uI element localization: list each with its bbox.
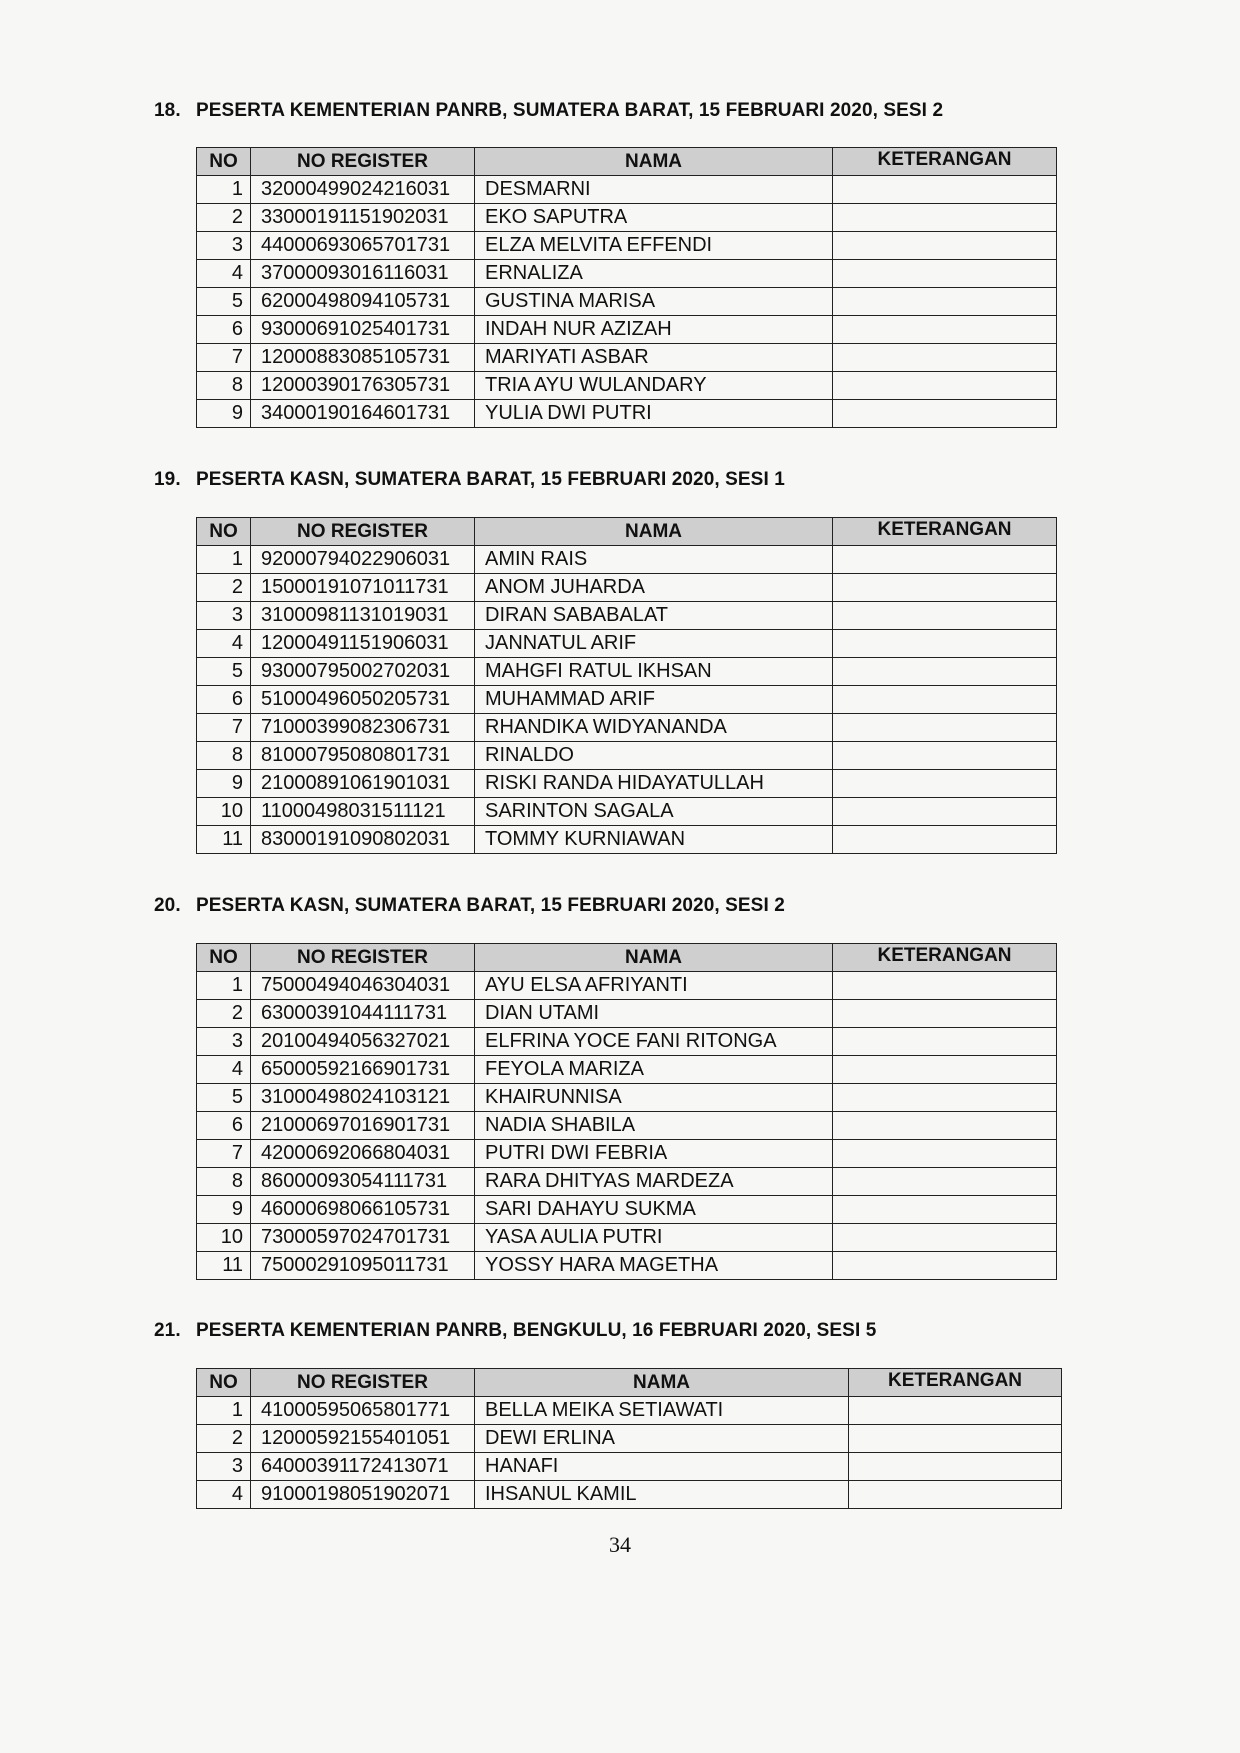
row-number: 11 xyxy=(197,826,251,854)
table-row xyxy=(197,798,1057,826)
remarks xyxy=(849,1481,1062,1509)
header-no: NO xyxy=(197,148,251,176)
row-number: 1 xyxy=(197,546,251,574)
participant-name: ANOM JUHARDA xyxy=(475,574,833,602)
section-number: 19. xyxy=(154,469,181,490)
row-number: 2 xyxy=(197,204,251,232)
participant-name: MAHGFI RATUL IKHSAN xyxy=(475,658,833,686)
header-keterangan: KETERANGAN xyxy=(833,944,1057,972)
register-number: 12000592155401051 xyxy=(251,1425,475,1453)
table-row xyxy=(197,1000,1057,1028)
remarks xyxy=(833,798,1057,826)
table-row xyxy=(197,1397,1062,1425)
remarks xyxy=(833,176,1057,204)
row-number: 1 xyxy=(197,972,251,1000)
register-number: 41000595065801771 xyxy=(251,1397,475,1425)
participant-name: EKO SAPUTRA xyxy=(475,204,833,232)
participant-name: AYU ELSA AFRIYANTI xyxy=(475,972,833,1000)
table-row xyxy=(197,400,1057,428)
remarks xyxy=(833,260,1057,288)
row-number: 7 xyxy=(197,344,251,372)
header-no-register: NO REGISTER xyxy=(251,1369,475,1397)
header-nama: NAMA xyxy=(475,944,833,972)
register-number: 34000190164601731 xyxy=(251,400,475,428)
register-number: 75000291095011731 xyxy=(251,1252,475,1280)
table-row xyxy=(197,176,1057,204)
participant-name: ERNALIZA xyxy=(475,260,833,288)
header-no: NO xyxy=(197,1369,251,1397)
participant-name: SARI DAHAYU SUKMA xyxy=(475,1196,833,1224)
participant-name: TRIA AYU WULANDARY xyxy=(475,372,833,400)
table-row xyxy=(197,686,1057,714)
participant-name: DEWI ERLINA xyxy=(475,1425,849,1453)
participant-name: HANAFI xyxy=(475,1453,849,1481)
header-no-register: NO REGISTER xyxy=(251,518,475,546)
header-nama: NAMA xyxy=(475,148,833,176)
remarks xyxy=(833,1168,1057,1196)
participant-name: ELZA MELVITA EFFENDI xyxy=(475,232,833,260)
row-number: 10 xyxy=(197,1224,251,1252)
register-number: 12000390176305731 xyxy=(251,372,475,400)
header-no-register: NO REGISTER xyxy=(251,148,475,176)
participant-name: RHANDIKA WIDYANANDA xyxy=(475,714,833,742)
register-number: 73000597024701731 xyxy=(251,1224,475,1252)
register-number: 33000191151902031 xyxy=(251,204,475,232)
section-title-text: PESERTA KEMENTERIAN PANRB, BENGKULU, 16 FEBRUARI 2020, SESI 5 xyxy=(196,1320,877,1341)
table-row xyxy=(197,1056,1057,1084)
row-number: 7 xyxy=(197,1140,251,1168)
row-number: 11 xyxy=(197,1252,251,1280)
table-row xyxy=(197,372,1057,400)
remarks xyxy=(833,630,1057,658)
table-row xyxy=(197,1112,1057,1140)
participant-name: ELFRINA YOCE FANI RITONGA xyxy=(475,1028,833,1056)
table-row xyxy=(197,260,1057,288)
table-row xyxy=(197,602,1057,630)
remarks xyxy=(833,826,1057,854)
participant-name: DESMARNI xyxy=(475,176,833,204)
remarks xyxy=(833,686,1057,714)
table-row xyxy=(197,1425,1062,1453)
row-number: 4 xyxy=(197,1481,251,1509)
row-number: 9 xyxy=(197,400,251,428)
row-number: 8 xyxy=(197,742,251,770)
participant-name: BELLA MEIKA SETIAWATI xyxy=(475,1397,849,1425)
register-number: 93000691025401731 xyxy=(251,316,475,344)
remarks xyxy=(833,400,1057,428)
register-number: 83000191090802031 xyxy=(251,826,475,854)
register-number: 31000981131019031 xyxy=(251,602,475,630)
row-number: 7 xyxy=(197,714,251,742)
participant-name: RARA DHITYAS MARDEZA xyxy=(475,1168,833,1196)
register-number: 65000592166901731 xyxy=(251,1056,475,1084)
remarks xyxy=(833,1112,1057,1140)
table-row xyxy=(197,1196,1057,1224)
row-number: 6 xyxy=(197,316,251,344)
remarks xyxy=(833,602,1057,630)
remarks xyxy=(833,1140,1057,1168)
remarks xyxy=(833,1028,1057,1056)
participant-name: AMIN RAIS xyxy=(475,546,833,574)
row-number: 5 xyxy=(197,658,251,686)
remarks xyxy=(833,1056,1057,1084)
section-title xyxy=(154,1320,876,1342)
row-number: 6 xyxy=(197,1112,251,1140)
participant-name: TOMMY KURNIAWAN xyxy=(475,826,833,854)
remarks xyxy=(833,972,1057,1000)
table-row xyxy=(197,1453,1062,1481)
participant-name: MUHAMMAD ARIF xyxy=(475,686,833,714)
remarks xyxy=(833,1252,1057,1280)
table-header-row xyxy=(197,1369,1062,1397)
register-number: 15000191071011731 xyxy=(251,574,475,602)
register-number: 71000399082306731 xyxy=(251,714,475,742)
participant-table xyxy=(196,517,1057,854)
table-row xyxy=(197,316,1057,344)
table-row xyxy=(197,1252,1057,1280)
header-keterangan: KETERANGAN xyxy=(833,148,1057,176)
remarks xyxy=(833,316,1057,344)
remarks xyxy=(833,372,1057,400)
section-number: 18. xyxy=(154,100,181,121)
participant-name: JANNATUL ARIF xyxy=(475,630,833,658)
row-number: 5 xyxy=(197,288,251,316)
table-row xyxy=(197,1224,1057,1252)
participant-table xyxy=(196,943,1057,1280)
register-number: 86000093054111731 xyxy=(251,1168,475,1196)
page-number: 34 xyxy=(609,1532,631,1557)
section-title-text: PESERTA KEMENTERIAN PANRB, SUMATERA BARAT, 15 FEBRUARI 2020, SESI 2 xyxy=(196,100,944,121)
remarks xyxy=(833,574,1057,602)
header-keterangan: KETERANGAN xyxy=(849,1369,1062,1397)
register-number: 91000198051902071 xyxy=(251,1481,475,1509)
table-row xyxy=(197,770,1057,798)
row-number: 2 xyxy=(197,1425,251,1453)
register-number: 92000794022906031 xyxy=(251,546,475,574)
register-number: 12000883085105731 xyxy=(251,344,475,372)
table-header-row xyxy=(197,944,1057,972)
register-number: 75000494046304031 xyxy=(251,972,475,1000)
section-title xyxy=(154,895,785,917)
register-number: 32000499024216031 xyxy=(251,176,475,204)
table-row xyxy=(197,204,1057,232)
register-number: 44000693065701731 xyxy=(251,232,475,260)
row-number: 3 xyxy=(197,232,251,260)
participant-name: MARIYATI ASBAR xyxy=(475,344,833,372)
participant-name: PUTRI DWI FEBRIA xyxy=(475,1140,833,1168)
participant-name: RINALDO xyxy=(475,742,833,770)
header-no: NO xyxy=(197,518,251,546)
remarks xyxy=(833,1224,1057,1252)
register-number: 37000093016116031 xyxy=(251,260,475,288)
participant-name: YULIA DWI PUTRI xyxy=(475,400,833,428)
register-number: 51000496050205731 xyxy=(251,686,475,714)
remarks xyxy=(849,1453,1062,1481)
register-number: 63000391044111731 xyxy=(251,1000,475,1028)
participant-table xyxy=(196,147,1057,428)
table-row xyxy=(197,1140,1057,1168)
section-number: 20. xyxy=(154,895,181,916)
remarks xyxy=(833,546,1057,574)
participant-table xyxy=(196,1368,1062,1509)
remarks xyxy=(833,714,1057,742)
row-number: 2 xyxy=(197,574,251,602)
register-number: 93000795002702031 xyxy=(251,658,475,686)
participant-name: FEYOLA MARIZA xyxy=(475,1056,833,1084)
section-title-text: PESERTA KASN, SUMATERA BARAT, 15 FEBRUARI 2020, SESI 1 xyxy=(196,469,785,490)
participant-name: DIRAN SABABALAT xyxy=(475,602,833,630)
table-row xyxy=(197,658,1057,686)
section-title xyxy=(154,469,785,491)
header-no: NO xyxy=(197,944,251,972)
row-number: 10 xyxy=(197,798,251,826)
remarks xyxy=(833,204,1057,232)
table-row xyxy=(197,630,1057,658)
remarks xyxy=(849,1397,1062,1425)
row-number: 4 xyxy=(197,1056,251,1084)
remarks xyxy=(833,1000,1057,1028)
table-row xyxy=(197,546,1057,574)
header-nama: NAMA xyxy=(475,1369,849,1397)
register-number: 21000891061901031 xyxy=(251,770,475,798)
row-number: 1 xyxy=(197,1397,251,1425)
table-row xyxy=(197,714,1057,742)
table-header-row xyxy=(197,518,1057,546)
register-number: 12000491151906031 xyxy=(251,630,475,658)
remarks xyxy=(833,742,1057,770)
table-row xyxy=(197,1481,1062,1509)
participant-name: SARINTON SAGALA xyxy=(475,798,833,826)
row-number: 3 xyxy=(197,602,251,630)
table-row xyxy=(197,288,1057,316)
register-number: 62000498094105731 xyxy=(251,288,475,316)
remarks xyxy=(833,232,1057,260)
participant-name: YOSSY HARA MAGETHA xyxy=(475,1252,833,1280)
register-number: 46000698066105731 xyxy=(251,1196,475,1224)
table-row xyxy=(197,1168,1057,1196)
register-number: 31000498024103121 xyxy=(251,1084,475,1112)
header-no-register: NO REGISTER xyxy=(251,944,475,972)
remarks xyxy=(833,770,1057,798)
participant-name: INDAH NUR AZIZAH xyxy=(475,316,833,344)
section-title-text: PESERTA KASN, SUMATERA BARAT, 15 FEBRUARI 2020, SESI 2 xyxy=(196,895,785,916)
table-row xyxy=(197,344,1057,372)
section-title xyxy=(154,100,943,122)
row-number: 6 xyxy=(197,686,251,714)
row-number: 2 xyxy=(197,1000,251,1028)
participant-name: DIAN UTAMI xyxy=(475,1000,833,1028)
row-number: 3 xyxy=(197,1028,251,1056)
register-number: 64000391172413071 xyxy=(251,1453,475,1481)
register-number: 42000692066804031 xyxy=(251,1140,475,1168)
participant-name: KHAIRUNNISA xyxy=(475,1084,833,1112)
table-row xyxy=(197,574,1057,602)
remarks xyxy=(833,288,1057,316)
row-number: 4 xyxy=(197,260,251,288)
register-number: 20100494056327021 xyxy=(251,1028,475,1056)
remarks xyxy=(849,1425,1062,1453)
participant-name: NADIA SHABILA xyxy=(475,1112,833,1140)
table-row xyxy=(197,972,1057,1000)
header-keterangan: KETERANGAN xyxy=(833,518,1057,546)
table-row xyxy=(197,232,1057,260)
remarks xyxy=(833,344,1057,372)
table-header-row xyxy=(197,148,1057,176)
row-number: 9 xyxy=(197,1196,251,1224)
register-number: 11000498031511121 xyxy=(251,798,475,826)
section-number: 21. xyxy=(154,1320,181,1341)
row-number: 1 xyxy=(197,176,251,204)
row-number: 4 xyxy=(197,630,251,658)
table-row xyxy=(197,1028,1057,1056)
remarks xyxy=(833,1084,1057,1112)
row-number: 9 xyxy=(197,770,251,798)
row-number: 8 xyxy=(197,1168,251,1196)
remarks xyxy=(833,1196,1057,1224)
table-row xyxy=(197,826,1057,854)
header-nama: NAMA xyxy=(475,518,833,546)
participant-name: RISKI RANDA HIDAYATULLAH xyxy=(475,770,833,798)
participant-name: GUSTINA MARISA xyxy=(475,288,833,316)
row-number: 8 xyxy=(197,372,251,400)
row-number: 3 xyxy=(197,1453,251,1481)
table-row xyxy=(197,742,1057,770)
participant-name: YASA AULIA PUTRI xyxy=(475,1224,833,1252)
participant-name: IHSANUL KAMIL xyxy=(475,1481,849,1509)
register-number: 21000697016901731 xyxy=(251,1112,475,1140)
row-number: 5 xyxy=(197,1084,251,1112)
remarks xyxy=(833,658,1057,686)
table-row xyxy=(197,1084,1057,1112)
register-number: 81000795080801731 xyxy=(251,742,475,770)
